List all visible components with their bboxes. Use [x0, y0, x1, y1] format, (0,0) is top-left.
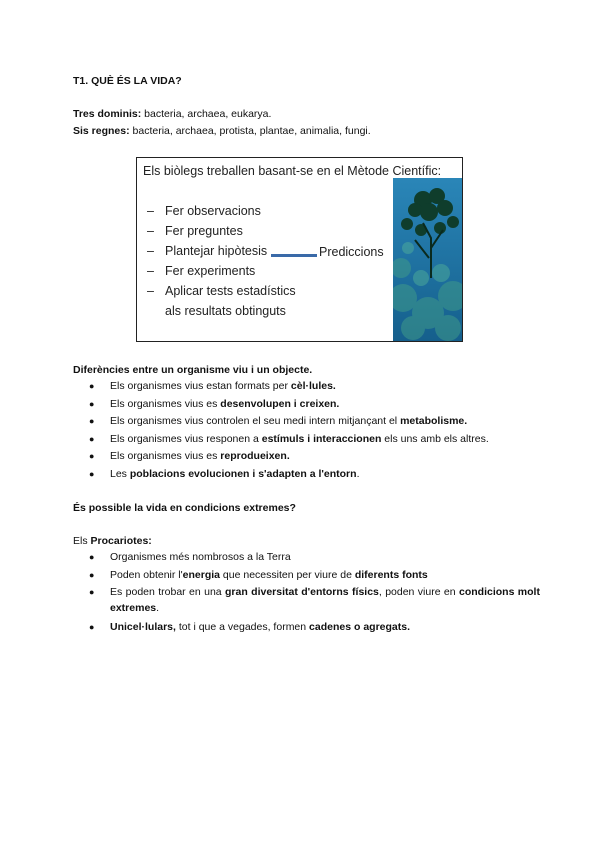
bullet: ●	[89, 416, 95, 426]
figure-item-text: Aplicar tests estadístics	[165, 284, 296, 298]
bullet: ●	[89, 398, 95, 409]
list-item: ● Poden obtenir l'energia que necessiten per viure de diferents fonts	[92, 567, 540, 585]
bullet: ●	[89, 381, 95, 391]
bullet: ●	[89, 552, 95, 562]
list-item: ● Els organismes vius controlen el seu medi intern mitjançant el metabolisme.	[92, 413, 489, 431]
dash: –	[147, 264, 154, 278]
list-item: ● Es poden trobar en una gran diversitat d'entorns físics, poden viure en condicions molt extremes.	[89, 586, 540, 614]
bullet: ●	[89, 569, 95, 580]
figure-item-text: als resultats obtinguts	[165, 304, 286, 318]
figure-item	[147, 264, 255, 278]
page-title: T1. QUÈ ÉS LA VIDA?	[73, 75, 182, 87]
figure-item	[147, 284, 296, 298]
list-item: ● Els organismes vius es reprodueixen.	[92, 448, 489, 466]
dash: –	[147, 204, 154, 218]
diferencies-heading: Diferències entre un organisme viu i un objecte.	[73, 364, 313, 376]
bullet: ●	[89, 622, 95, 632]
figure-item-text: Fer observacions	[165, 204, 261, 218]
figure-item-text: Fer experiments	[165, 264, 256, 278]
list-item: ● Els organismes vius responen a estímuls i interaccionen els uns amb els altres.	[92, 431, 489, 449]
dash: –	[147, 224, 154, 238]
list-item: ● Organismes més nombrosos a la Terra	[92, 549, 540, 567]
regnes-line	[73, 125, 371, 138]
bullet: ●	[89, 451, 95, 461]
figure-item	[147, 204, 261, 218]
predictions-label: Prediccions	[319, 245, 384, 259]
figure-item	[147, 224, 243, 238]
figure-title: Els biòlegs treballen basant-se en el Mètode Científic:	[143, 164, 442, 178]
dominis-label: Tres dominis:	[73, 108, 142, 120]
diferencies-list	[89, 378, 489, 483]
list-item: ● Unicel·lulars, tot i que a vegades, formen cadenes o agregats.	[92, 619, 540, 637]
bullet: ●	[89, 468, 95, 479]
extremes-question: És possible la vida en condicions extremes?	[73, 502, 296, 514]
procariotes-heading: Els Procariotes:	[73, 535, 152, 547]
list-item: ● Els organismes vius es desenvolupen i creixen.	[92, 396, 489, 414]
regnes-label: Sis regnes:	[73, 125, 130, 137]
figure-item-text: Plantejar hipòtesis	[165, 244, 268, 258]
dash: –	[147, 244, 154, 258]
figure-item	[147, 304, 286, 318]
bullet: ●	[89, 433, 95, 444]
regnes-text: bacteria, archaea, protista, plantae, animalia, fungi.	[129, 125, 371, 137]
bullet: ●	[89, 587, 95, 597]
list-item: ● Les poblacions evolucionen i s'adapten a l'entorn.	[92, 466, 489, 484]
arrow-line	[271, 254, 317, 257]
dominis-line	[73, 108, 271, 121]
scientific-method-figure	[136, 157, 463, 342]
procariotes-list	[89, 549, 540, 637]
figure-item	[147, 244, 267, 258]
list-item: ● Els organismes vius estan formats per cèl·lules.	[92, 378, 489, 396]
figure-item-text: Fer preguntes	[165, 224, 243, 238]
dominis-text: bacteria, archaea, eukarya.	[141, 108, 272, 120]
dash: –	[147, 284, 154, 298]
tree-photo	[393, 178, 462, 341]
